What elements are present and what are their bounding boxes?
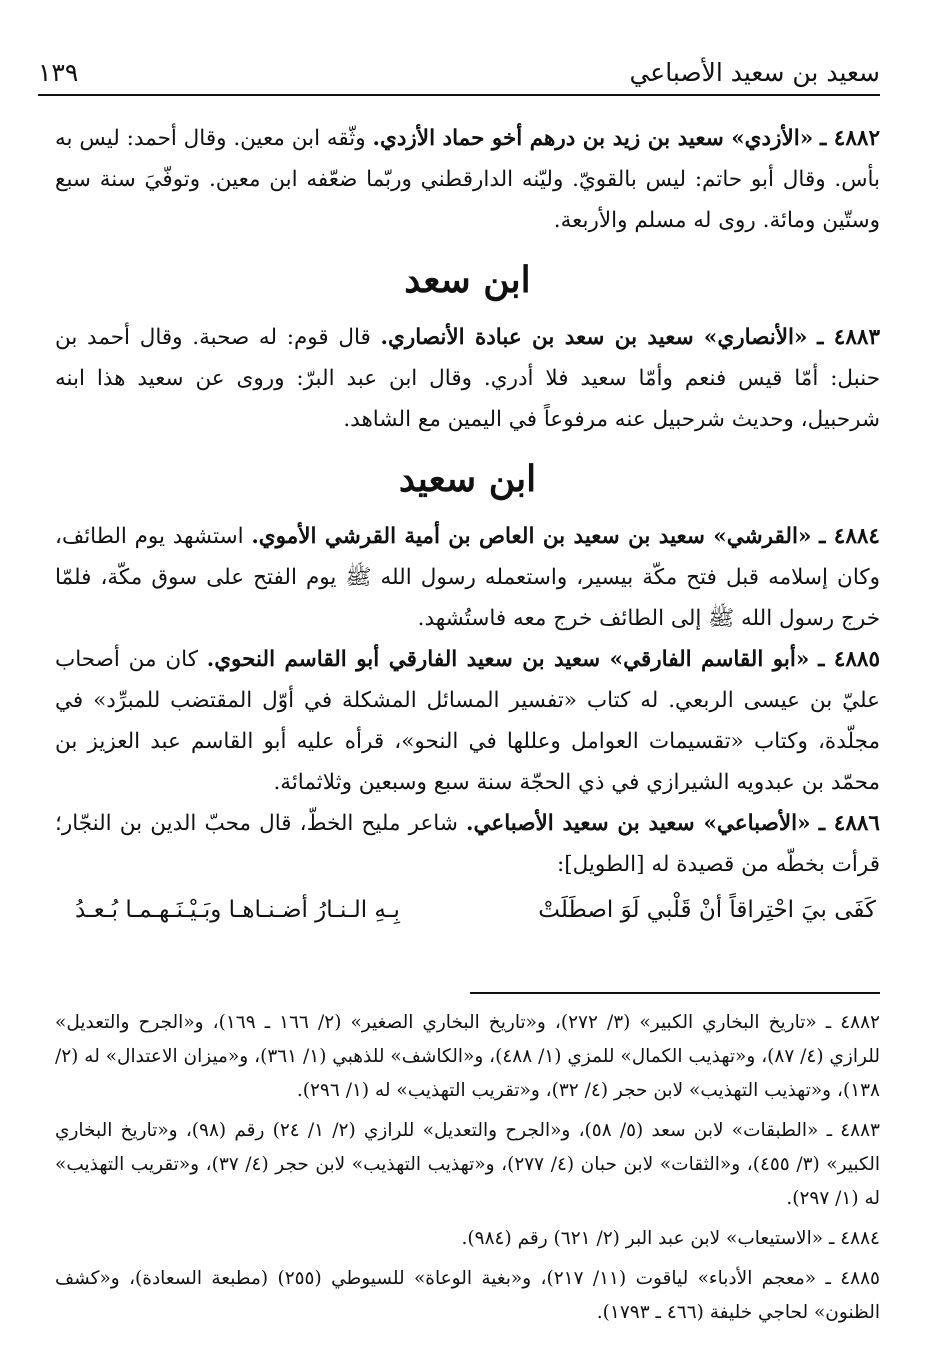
entry-text: قال قوم: له صحبة. وقال أحمد بن حنبل: أمّا قيس فنعم وأمّا سعيد فلا أدري. وقال ابن عبد البرّ: وروى عن سعيد هذا ابنه شرحبيل، وحديث شرحبيل عنه مرفوعاً في اليمين مع الشاهد.: [55, 325, 880, 432]
entry-text: استشهد يوم الطائف، وكان إسلامه قبل فتح مكّة بيسير، واستعمله رسول الله ﷺ يوم الفتح على سوق مكّة، فلمّا خرج رسول الله ﷺ إلى الطائف خرج معه فاستُشهد.: [55, 524, 880, 631]
main-text: [55, 118, 880, 931]
entry-number: ٤٨٨٢ ـ: [820, 126, 880, 151]
entry-number: ٤٨٨٦ ـ: [818, 811, 880, 836]
footnote-4884: [55, 1222, 880, 1256]
entry-name: «الأصباعي» سعيد بن سعيد الأصباعي.: [465, 811, 811, 836]
entry-4883: [55, 317, 880, 440]
entry-4885: [55, 639, 880, 803]
entry-number: ٤٨٨٥ ـ: [818, 647, 881, 672]
footnote-separator: [470, 992, 880, 994]
entry-name: «الأزدي» سعيد بن زيد بن درهم أخو حماد الأزدي.: [372, 126, 814, 151]
footnote-4882: [55, 1006, 880, 1108]
footnote-text: «معجم الأدباء» لياقوت (١١/ ٢١٧)، و«بغية الوعاة» للسيوطي (٢٥٥) (مطبعة السعادة)، و«كشف الظنون» لحاجي خليفة (٤٦٦ ـ ١٧٩٣).: [55, 1268, 880, 1323]
section-title-ibn-saad: ابن سعد: [404, 259, 531, 301]
verse-second-hemistich: بِـهِ الـنـارُ أضـنـاهـا وبَـيْـنَـهـمـا بُـعـدُ: [75, 897, 400, 923]
footnote-4885: [55, 1262, 880, 1330]
entry-4882: [55, 118, 880, 241]
footnote-number: ٤٨٨٥ ـ: [825, 1268, 880, 1289]
entry-name: «الأنصاري» سعيد بن سعد بن عبادة الأنصاري.: [380, 325, 808, 350]
footnote-number: ٤٨٨٣ ـ: [826, 1120, 880, 1141]
footnote-text: «تاريخ البخاري الكبير» (٣/ ٢٧٢)، و«تاريخ البخاري الصغير» (٢/ ١٦٦ ـ ١٦٩)، و«الجرح والتعديل» للرازي (٤/ ٨٧)، و«تهذيب الكمال» للمزي (١/ ٤٨٨)، و«الكاشف» للذهبي (١/ ٣٦١)، و«ميزان الاعتدال» له (٢/ ١٣٨)، و«تهذيب التهذيب» لابن حجر (٤/ ٣٢)، و«تقريب التهذيب» له (١/ ٢٩٦).: [55, 1012, 880, 1101]
entry-4886: [55, 803, 880, 885]
poem-verse: [55, 889, 880, 931]
entry-4884: [55, 516, 880, 639]
running-title: سعيد بن سعيد الأصباعي: [629, 58, 880, 87]
verse-first-hemistich: كَفَى بيَ احْتِراقاً أنْ قَلْبي لَوَ اصطَلَتْ: [538, 897, 876, 923]
page-header: [38, 52, 880, 96]
header-rule: [38, 94, 880, 96]
footnote-number: ٤٨٨٤ ـ: [828, 1228, 880, 1249]
entry-name: «أبو القاسم الفارقي» سعيد بن سعيد الفارقي أبو القاسم النحوي.: [206, 647, 810, 672]
entry-text: كان من أصحاب عليّ بن عيسى الربعي. له كتاب «تفسير المسائل المشكلة في أوّل المقتضب للمبرِّد» في مجلّدة، وكتاب «تقسيمات العوامل وعللها في النحو»، قرأه عليه أبو القاسم عبد العزيز بن محمّد بن عبدويه الشيرازي في ذي الحجّة سنة سبع وسبعين وثلاثمائة.: [55, 647, 880, 795]
footnote-number: ٤٨٨٢ ـ: [825, 1012, 880, 1033]
page-number: ١٣٩: [38, 58, 79, 87]
entry-name: «القرشي» سعيد بن سعيد بن العاص بن أمية القرشي الأموي.: [251, 524, 812, 549]
section-title-ibn-saeed: ابن سعيد: [398, 458, 537, 500]
entry-number: ٤٨٨٤ ـ: [819, 524, 880, 549]
footnotes: [55, 1006, 880, 1336]
entry-text: وثّقه ابن معين. وقال أحمد: ليس به بأس. وقال أبو حاتم: ليس بالقويّ. وليّنه الدارقطني وربّما ضعّفه ابن معين. وتوفّيَ سنة سبع وستّين ومائة. روى له مسلم والأربعة.: [54, 126, 880, 233]
entry-text: شاعر مليح الخطّ، قال محبّ الدين بن النجّار؛ قرأت بخطّه من قصيدة له [الطويل]:: [55, 811, 880, 877]
entry-number: ٤٨٨٣ ـ: [817, 325, 880, 350]
footnote-4883: [55, 1114, 880, 1216]
footnote-text: «الطبقات» لابن سعد (٥/ ٥٨)، و«الجرح والتعديل» للرازي (٢/ ١/ ٢٤) رقم (٩٨)، و«تاريخ البخاري الكبير» (٣/ ٤٥٥)، و«الثقات» لابن حبان (٤/ ٢٧٧)، و«تهذيب التهذيب» لابن حجر (٤/ ٣٧)، و«تقريب التهذيب» له (١/ ٢٩٧).: [55, 1120, 880, 1209]
footnote-text: «الاستيعاب» لابن عبد البر (٢/ ٦٢١) رقم (٩٨٤).: [461, 1228, 824, 1249]
